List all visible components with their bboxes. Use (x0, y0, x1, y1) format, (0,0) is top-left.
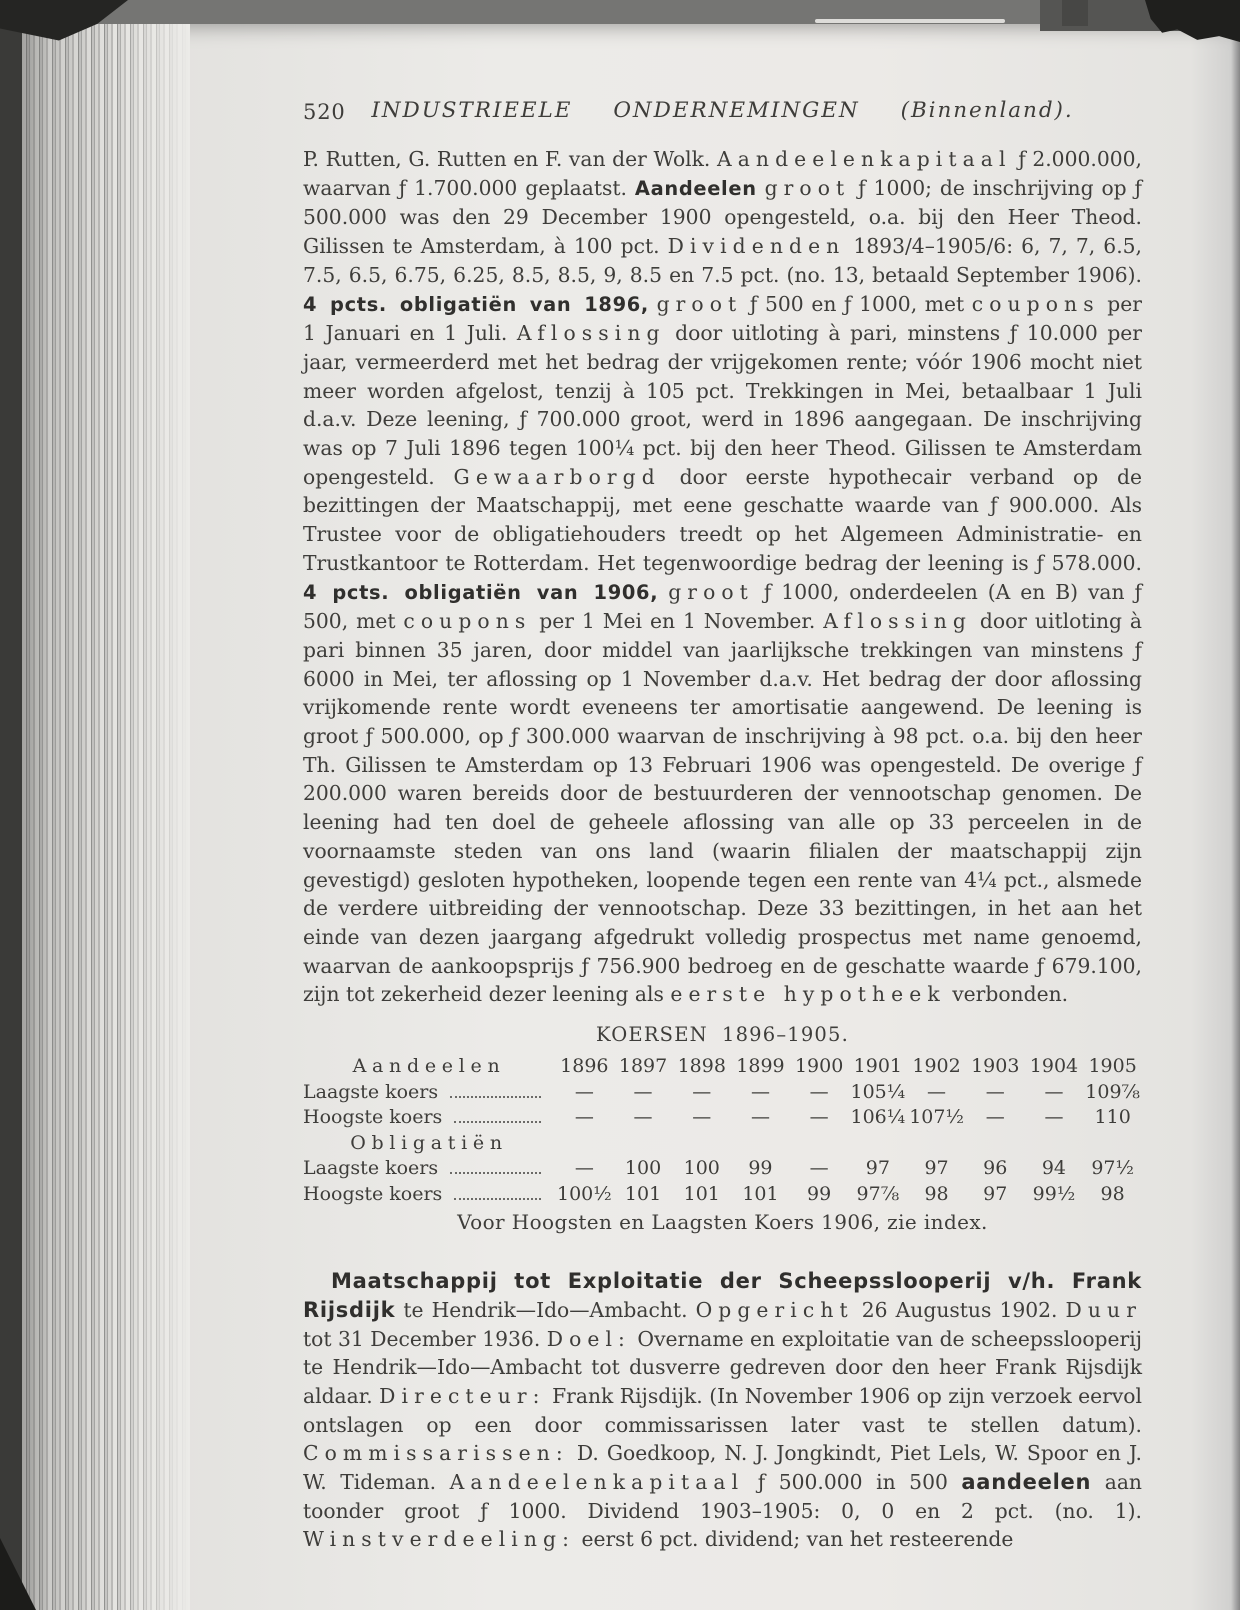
table-year-header (614, 1131, 673, 1157)
text-segment: Aandeelenkapitaal (717, 147, 1012, 171)
table-value-cell: — (692, 1106, 712, 1129)
text-segment: 26 Augustus 1902. (853, 1297, 1066, 1322)
text-segment: ƒ 1000; de inschrijving op ƒ 500.000 was den 29 December 1900 opengesteld, o.a. bij den Heer Theod. Gilissen te Amsterdam, à 100 pct. (303, 175, 1143, 259)
table-value-cell: — (750, 1106, 770, 1129)
page-content (303, 24, 1142, 1554)
text-segment: groot (764, 175, 851, 200)
text-segment: Aandeelenkapitaal (449, 1470, 745, 1495)
table-value-cell: 97 (924, 1157, 949, 1180)
text-segment: door uitloting à pari binnen 35 jaren, door middel van jaarlijksche trekkingen van minstens ƒ 6000 in Mei, ter aflossing op 1 November d.a.v. Het bedrag der door aflossing vrijkomende rente wordt eveneens ter amortisatie aangewend. De leening is groot ƒ 500.000, op ƒ 300.000 waarvan de inschrijving à 98 pct. o.a. bij den heer Th. Gilissen te Amsterdam op 13 Februari 1906 was opengesteld. De overige ƒ 200.000 waren bereids door de bestuurderen der vennootschap genomen. De leening had ten doel de geheele aflossing van alle op 33 perceelen in de voornaamste steden van ons land (waarin filialen der maatschappij zijn gevestigd) gesloten hypotheken, loopende tegen een rente van 4¼ pct., alsmede de verdere uitbreiding der vennootschap. Deze 33 bezittingen, in het aan het einde van dezen jaargang afgedrukt volledig prospectus met name genoemd, waarvan de aankoopsprijs ƒ 756.900 bedroeg en de geschatte waarde ƒ 679.100, zijn tot zekerheid dezer leening als (303, 609, 1143, 1007)
text-segment: Commissarissen: (303, 1441, 569, 1466)
text-segment: eerste hypotheek (670, 982, 946, 1007)
book-page-stack-edges (0, 24, 190, 1610)
row-label-text: Laagste koers (303, 1080, 439, 1103)
text-segment: ƒ 2.000.000, waarvan ƒ 1.700.000 geplaatst. (303, 147, 1142, 200)
table-year-header: 1905 (1088, 1055, 1137, 1078)
table-row-label (303, 1105, 555, 1131)
table-year-header (672, 1131, 731, 1157)
dotted-leader (450, 1172, 541, 1174)
text-segment: Doel: (546, 1326, 631, 1351)
text-segment: Opgericht (695, 1297, 854, 1322)
table-value-cell: 105¼ (850, 1080, 906, 1103)
table-value-cell: — (985, 1106, 1005, 1129)
text-segment: per 1 Januari en 1 Juli. (303, 291, 1142, 346)
table-value-cell: 96 (983, 1157, 1008, 1180)
text-segment: door uitloting à pari, minstens ƒ 10.000 per jaar, vermeerderd met het bedrag der vrijgekomen rente; vóór 1906 mocht niet meer worden afgelost, tenzij à 105 pct. Trekkingen in Mei, betaalbaar 1 Juli d.a.v. Deze leening, ƒ 700.000 groot, werd in 1896 aangegaan. De inschrijving was op 7 Juli 1896 tegen 100¼ pct. bij den heer Theod. Gilissen te Amsterdam opengesteld. (303, 321, 1142, 489)
row-label-text: Hoogste koers (303, 1182, 443, 1205)
top-edge-notch (1062, 0, 1088, 26)
text-segment: coupons (403, 609, 532, 634)
koersen-footnote: Voor Hoogsten en Laagsten Koers 1906, zie index. (457, 1210, 988, 1235)
text-segment: Aflossing (823, 609, 972, 634)
koersen-section (303, 1023, 1142, 1234)
text-segment: per 1 Mei en 1 November. (531, 609, 824, 634)
table-value-cell: 97⅞ (856, 1182, 900, 1205)
text-segment: Gewaarborgd (453, 464, 661, 489)
text-segment: Dividenden (667, 234, 846, 259)
text-segment: door eerste hypothecair verband op de bezittingen der Maatschappij, met eene geschatte waarde van ƒ 900.000. Als Trustee voor de obligatiehouders treedt op het Algemeen Administratie- en Trustkantoor te Rotterdam. Het tegenwoordige bedrag der leening is ƒ 578.000. (303, 464, 1142, 575)
text-segment: 4 pcts. obligatiën van 1896, (303, 292, 649, 316)
table-value-cell: — (809, 1106, 829, 1129)
table-year-header (1025, 1131, 1084, 1157)
table-value-cell: 101 (742, 1182, 779, 1205)
table-value-cell: — (633, 1106, 653, 1129)
text-segment: Maatschappij tot Exploitatie der Scheepsslooperij v/h. Frank Rijsdijk (303, 1269, 1142, 1322)
table-value-cell: 99 (807, 1182, 832, 1205)
text-segment (658, 580, 668, 604)
table-value-cell: 107½ (909, 1106, 964, 1129)
text-segment: Winstverdeeling: (303, 1527, 576, 1552)
table-year-header: 1903 (971, 1055, 1020, 1078)
table-value-cell: 100½ (557, 1182, 612, 1205)
table-year-header: 1899 (736, 1055, 785, 1078)
table-year-header (790, 1131, 849, 1157)
table-value-cell: 100 (683, 1157, 720, 1180)
text-segment: Frank Rijsdijk. (In November 1906 op zijn verzoek eervol ontslagen op een door commissarissen later vast te stellen datum). (303, 1383, 1142, 1437)
text-segment: groot (668, 579, 754, 604)
text-segment: Duur (1065, 1297, 1142, 1322)
koersen-caption: KOERSEN 1896–1905. (596, 1023, 849, 1047)
table-value-cell: 98 (1100, 1182, 1125, 1205)
table-year-header: 1900 (794, 1055, 844, 1078)
page-number: 520 (303, 100, 346, 124)
table-row-label (303, 1080, 555, 1106)
table-value-cell: — (574, 1080, 594, 1103)
table-value-cell: 97½ (1091, 1157, 1134, 1180)
text-segment: groot (656, 291, 743, 316)
table-value-cell: 94 (1041, 1157, 1067, 1180)
row-label-text: Laagste koers (303, 1157, 439, 1180)
table-value-cell: — (574, 1106, 594, 1129)
left-binding-shadow (0, 0, 22, 1610)
text-segment: aan toonder groot ƒ 1000. Dividend 1903–1905: 0, 0 en 2 pct. (no. 1). (303, 1470, 1142, 1523)
text-segment (649, 292, 657, 316)
table-value-cell: 110 (1094, 1106, 1131, 1129)
dotted-leader (454, 1121, 541, 1123)
table-row-label (303, 1182, 555, 1208)
text-segment: Directeur: (379, 1383, 546, 1408)
text-segment: ƒ 1000, onderdeelen (A en B) van ƒ 500, met (303, 579, 1142, 634)
table-value-cell: — (692, 1080, 712, 1103)
table-year-header: 1897 (618, 1055, 668, 1078)
text-segment: 1893/4–1905/6: 6, 7, 7, 6.5, 7.5, 6.5, 6.75, 6.25, 8.5, 8.5, 9, 8.5 en 7.5 pct. (no. 13, betaald September 1906). (303, 234, 1142, 287)
table-value-cell: — (1044, 1106, 1064, 1129)
table-group-label: Aandeelen (352, 1055, 506, 1078)
text-segment: te Hendrik—Ido—Ambacht. (395, 1297, 696, 1322)
text-segment: aandeelen (961, 1470, 1092, 1495)
table-year-header: 1898 (677, 1055, 726, 1078)
text-segment (757, 176, 765, 200)
table-value-cell: — (809, 1080, 829, 1103)
dotted-leader (450, 1096, 541, 1098)
dotted-leader (454, 1198, 541, 1200)
text-segment: ƒ 500 en ƒ 1000, met (742, 291, 972, 316)
table-value-cell: — (1044, 1080, 1064, 1103)
table-value-cell: 101 (683, 1182, 720, 1205)
table-year-header (731, 1131, 790, 1157)
table-year-header (966, 1131, 1025, 1157)
text-segment: Overname en exploitatie van de scheepsslooperij te Hendrik—Ido—Ambacht tot dusverre gedreven door den heer Frank Rijsdijk aldaar. (303, 1326, 1143, 1408)
header-title: INDUSTRIEELE ONDERNEMINGEN (Binnenland). (371, 98, 1074, 123)
table-value-cell: 99 (748, 1157, 773, 1180)
text-segment: verbonden. (945, 982, 1069, 1007)
table-value-cell: 101 (624, 1182, 662, 1205)
table-value-cell: — (750, 1080, 770, 1103)
table-year-header (555, 1131, 614, 1157)
right-edge-shadow (1231, 24, 1240, 1610)
text-segment: D. Goedkoop, N. J. Jongkindt, Piet Lels, W. Spoor en J. W. Tideman. (303, 1441, 1142, 1495)
running-header (303, 98, 1142, 130)
table-value-cell: 97 (983, 1182, 1008, 1205)
row-label-text: Hoogste koers (303, 1106, 443, 1129)
table-row-label (303, 1156, 555, 1182)
text-segment: ƒ 500.000 in 500 (744, 1470, 962, 1495)
table-year-header: 1902 (912, 1055, 961, 1078)
table-year-header (907, 1131, 966, 1157)
text-segment: 4 pcts. obligatiën van 1906, (303, 580, 659, 604)
table-value-cell: — (927, 1080, 947, 1103)
table-year-header (1083, 1131, 1142, 1157)
table-value-cell: 100 (624, 1157, 662, 1180)
page-edge-highlight (815, 19, 1005, 23)
koersen-table (303, 1054, 1142, 1207)
table-year-header (849, 1131, 908, 1157)
text-segment: Aandeelen (634, 176, 757, 200)
table-value-cell: — (574, 1157, 594, 1180)
table-year-header: 1901 (853, 1055, 903, 1078)
table-value-cell: 98 (924, 1182, 949, 1205)
table-value-cell: 109⅞ (1085, 1080, 1140, 1103)
text-segment: tot 31 December 1936. (303, 1326, 547, 1351)
text-segment: coupons (971, 291, 1100, 316)
text-segment: Aflossing (516, 321, 666, 346)
table-value-cell: 99½ (1032, 1182, 1076, 1205)
text-segment: eerst 6 pct. dividend; van het resteerende (575, 1527, 1014, 1552)
table-year-header: 1896 (560, 1055, 609, 1078)
table-value-cell: 106¼ (850, 1106, 906, 1129)
paragraph-rutten-company (303, 145, 1142, 1009)
text-segment: P. Rutten, G. Rutten en F. van der Wolk. (303, 147, 718, 171)
table-value-cell: — (633, 1080, 653, 1103)
paragraph-scheepsslooperij (303, 1267, 1142, 1554)
table-value-cell: — (985, 1080, 1005, 1103)
table-value-cell: — (809, 1157, 829, 1180)
table-value-cell: 97 (865, 1157, 890, 1180)
table-year-header: 1904 (1029, 1055, 1079, 1078)
table-group-label: Obligatiën (350, 1131, 508, 1154)
